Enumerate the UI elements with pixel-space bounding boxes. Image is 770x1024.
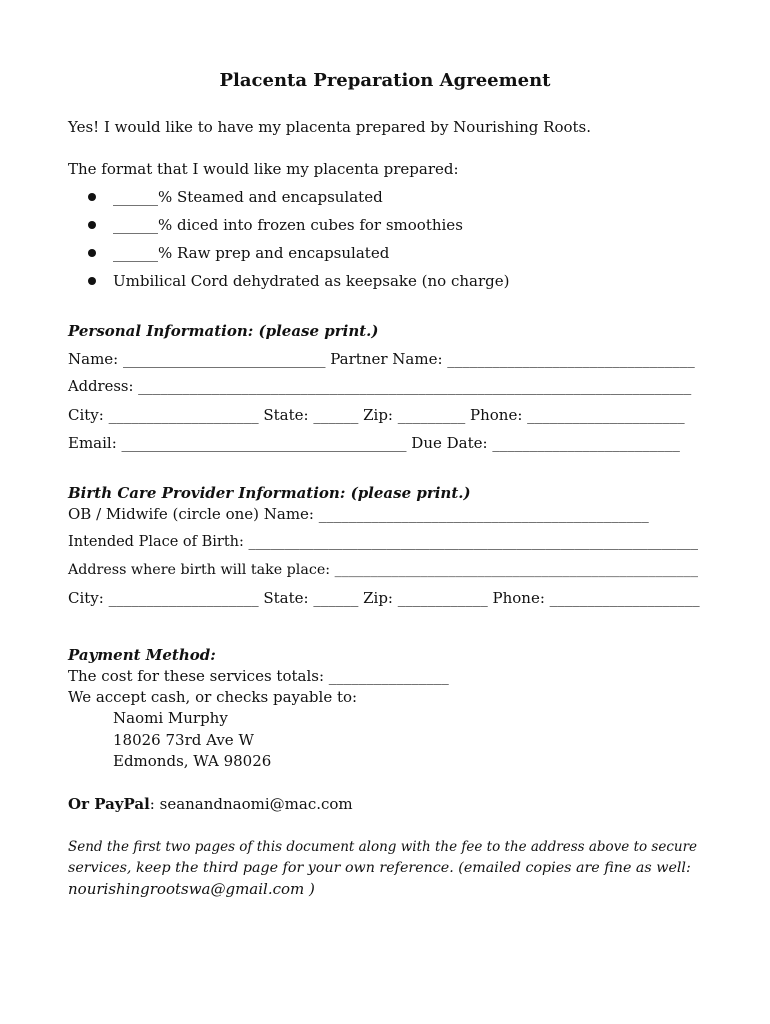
birth-address-line: Address where birth will take place: ___________________________________________________ — [68, 562, 698, 578]
cost-line: The cost for these services totals: ________________ — [68, 667, 449, 685]
provider-info-heading: Birth Care Provider Information: (please print.) — [68, 484, 471, 502]
paypal-line — [68, 794, 353, 814]
accept-line: We accept cash, or checks payable to: — [68, 688, 358, 706]
name-line: Name: ___________________________ Partner Name: _________________________________ — [68, 350, 695, 368]
paypal-value: : seanandnaomi@mac.com — [149, 795, 353, 813]
footer-line-2: services, keep the third page for your own reference. (emailed copies are fine as well: — [68, 860, 691, 876]
footer-line-3: nourishingrootswa@gmail.com ) — [68, 880, 315, 898]
bullet-icon — [88, 193, 96, 201]
provider-city-line: City: ____________________ State: ______ Zip: ____________ Phone: ____________________ — [68, 589, 700, 607]
intro-text: Yes! I would like to have my placenta prepared by Nourishing Roots. — [68, 118, 592, 136]
format-option-cord: Umbilical Cord dehydrated as keepsake (no charge) — [113, 272, 510, 290]
bullet-icon — [88, 277, 96, 285]
email-line: Email: ______________________________________ Due Date: _________________________ — [68, 434, 680, 452]
provider-type-line: OB / Midwife (circle one) Name: ____________________________________________ — [68, 505, 649, 523]
bullet-icon — [88, 249, 96, 257]
document-title: Placenta Preparation Agreement — [219, 70, 551, 91]
personal-info-heading: Personal Information: (please print.) — [68, 322, 379, 340]
payee-city: Edmonds, WA 98026 — [113, 752, 272, 770]
format-option-frozen: ______% diced into frozen cubes for smoothies — [113, 216, 463, 234]
place-of-birth-line: Intended Place of Birth: ______________________________________________________________ — [68, 534, 699, 550]
paypal-label: Or PayPal — [68, 795, 150, 813]
address-line: Address: ___________________________________________________________________________ — [68, 378, 692, 395]
payee-street: 18026 73rd Ave W — [113, 731, 254, 749]
city-line: City: ____________________ State: ______ Zip: _________ Phone: _____________________ — [68, 406, 685, 424]
format-heading: The format that I would like my placenta prepared: — [68, 160, 459, 178]
bullet-icon — [88, 221, 96, 229]
format-option-raw: ______% Raw prep and encapsulated — [113, 244, 390, 262]
payment-heading: Payment Method: — [68, 646, 216, 664]
format-option-steamed: ______% Steamed and encapsulated — [113, 188, 383, 206]
footer-line-1: Send the first two pages of this document along with the fee to the address above to secure — [68, 839, 698, 855]
payee-name: Naomi Murphy — [113, 709, 228, 727]
